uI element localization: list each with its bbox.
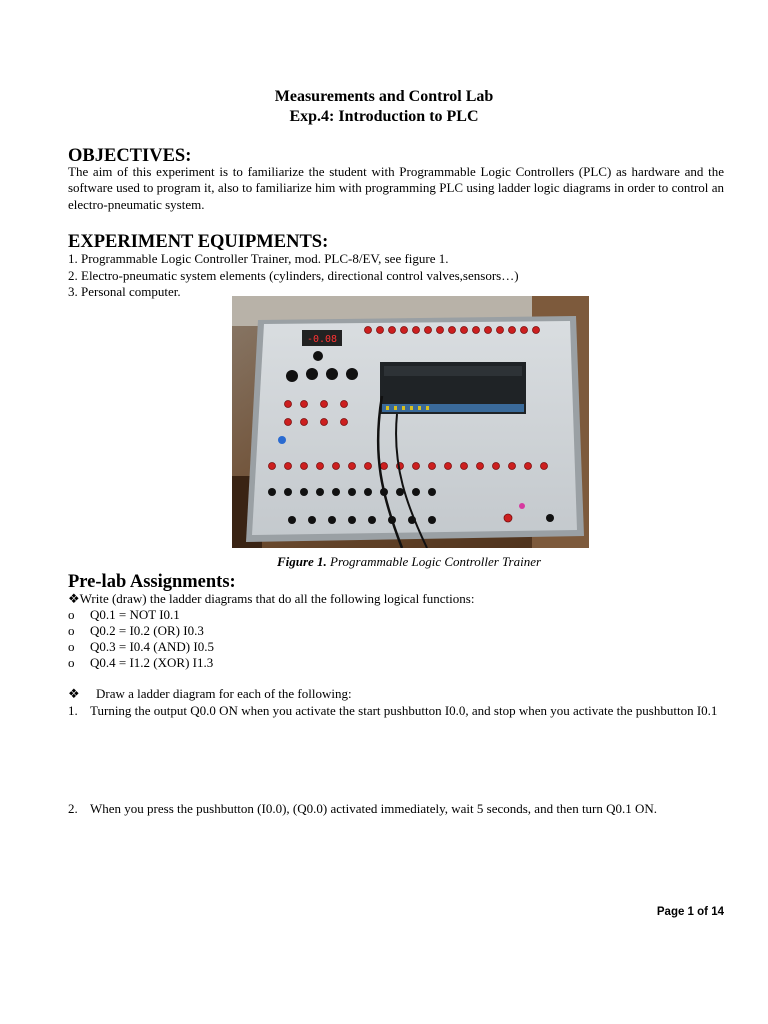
circle-bullet-icon: o [68, 607, 75, 622]
objectives-text: The aim of this experiment is to familiarize the student with Programmable Logic Controllers (PLC) as hardware and the software used to program it, also to familiarize him with programming PLC using ladder logic diagrams in order to control an electro-pneumatic system. [68, 164, 724, 212]
circle-bullet-icon: o [68, 655, 75, 670]
task-text: When you press the pushbutton (I0.0), (Q0.0) activated immediately, wait 5 seconds, and then turn Q0.1 ON. [90, 801, 658, 816]
plc-trainer-photo [232, 296, 589, 548]
equipments-heading: EXPERIMENT EQUIPMENTS: [68, 232, 329, 252]
function-item [68, 607, 180, 623]
diamond-bullet-icon: ❖ [68, 591, 80, 606]
function-text: Q0.1 = NOT I0.1 [90, 607, 180, 622]
equipment-item: 1. Programmable Logic Controller Trainer, mod. PLC-8/EV, see figure 1. [68, 251, 449, 266]
prelab-heading: Pre-lab Assignments: [68, 572, 236, 592]
function-text: Q0.4 = I1.2 (XOR) I1.3 [90, 655, 214, 670]
task-number: 2. [68, 801, 78, 816]
equipment-item: 2. Electro-pneumatic system elements (cylinders, directional control valves,sensors…) [68, 268, 519, 283]
figure-label: Figure 1. [276, 554, 327, 569]
task-number: 1. [68, 703, 78, 718]
function-item [68, 639, 214, 655]
page-number: Page 1 of 14 [656, 906, 724, 918]
figure-caption [0, 554, 768, 570]
display-readout: -0.08 [306, 334, 338, 345]
circle-bullet-icon: o [68, 623, 75, 638]
diamond-bullet-icon: ❖ [68, 686, 80, 701]
prelab-intro-text: Write (draw) the ladder diagrams that do all the following logical functions: [79, 591, 475, 606]
task-text: Turning the output Q0.0 ON when you activate the start pushbutton I0.0, and stop when you activate the pushbutton I0.1 [90, 703, 718, 718]
document-title: Measurements and Control Lab [274, 88, 494, 105]
function-text: Q0.3 = I0.4 (AND) I0.5 [90, 639, 214, 654]
objectives-heading: OBJECTIVES: [68, 146, 192, 166]
prelab-intro [68, 591, 474, 607]
figure-caption-text: Programmable Logic Controller Trainer [330, 554, 542, 569]
draw-intro [68, 686, 352, 702]
draw-intro-text: Draw a ladder diagram for each of the following: [96, 686, 352, 701]
document-subtitle: Exp.4: Introduction to PLC [289, 108, 479, 125]
circle-bullet-icon: o [68, 639, 75, 654]
function-item [68, 655, 213, 671]
equipment-item: 3. Personal computer. [68, 284, 181, 299]
function-text: Q0.2 = I0.2 (OR) I0.3 [90, 623, 204, 638]
function-item [68, 623, 204, 639]
